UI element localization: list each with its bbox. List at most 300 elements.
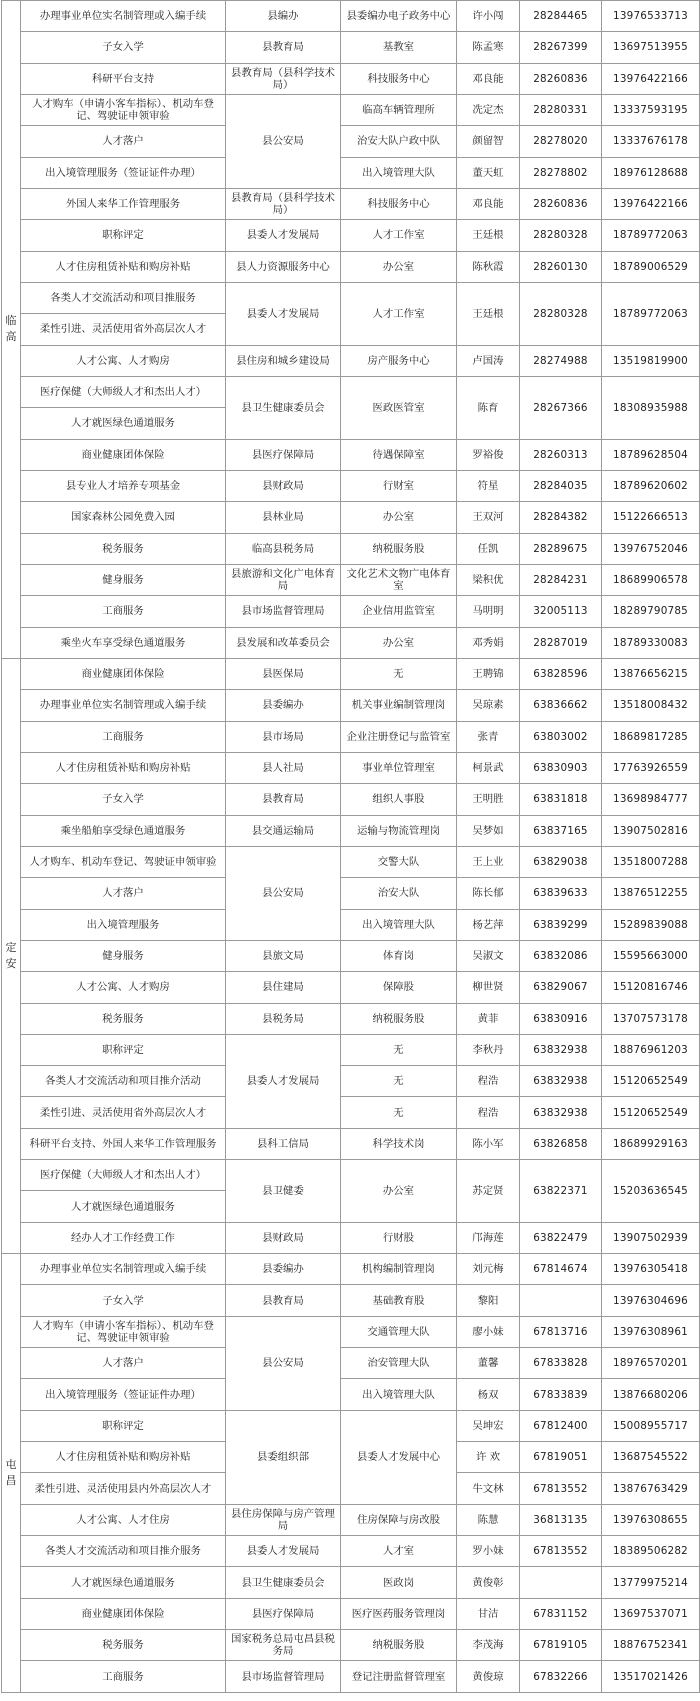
contact-person-cell: 陈长郁: [457, 878, 520, 909]
department-cell: 县委人才发展局: [226, 1536, 341, 1567]
phone-cell: 63829038: [520, 846, 602, 877]
office-cell: 运输与物流管理岗: [341, 815, 457, 846]
contact-person-cell: 许小闯: [457, 1, 520, 32]
department-cell: 县旅文局: [226, 940, 341, 971]
contact-person-cell: 罗裕俊: [457, 439, 520, 470]
service-cell: 健身服务: [21, 940, 226, 971]
phone-cell: 28260836: [520, 63, 602, 94]
table-row: [2, 1160, 700, 1191]
phone-cell: 63829067: [520, 972, 602, 1003]
office-cell: 出入境管理大队: [341, 1379, 457, 1410]
contact-person-cell: 程浩: [457, 1066, 520, 1097]
table-row: [2, 439, 700, 470]
table-row: [2, 815, 700, 846]
service-cell: 各类人才交流活动和项目推服务: [21, 282, 226, 313]
table-row: [2, 1630, 700, 1661]
office-cell: 办公室: [341, 251, 457, 282]
department-cell: 县委人才发展局: [226, 282, 341, 345]
table-row: [2, 1348, 700, 1379]
department-cell: 县医疗保障局: [226, 439, 341, 470]
table-row: [2, 1222, 700, 1253]
mobile-cell: 15120816746: [602, 972, 700, 1003]
office-cell: 交警大队: [341, 846, 457, 877]
phone-cell: 28267366: [520, 376, 602, 439]
table-row: [2, 1034, 700, 1065]
phone-cell: 28284382: [520, 502, 602, 533]
table-row: [2, 940, 700, 971]
region-cell: 定 安: [2, 658, 21, 1253]
contact-person-cell: 李茂海: [457, 1630, 520, 1661]
contact-person-cell: 梁积优: [457, 564, 520, 595]
phone-cell: 67813552: [520, 1473, 602, 1504]
phone-cell: 63830916: [520, 1003, 602, 1034]
mobile-cell: 13518008432: [602, 690, 700, 721]
phone-cell: 28278020: [520, 126, 602, 157]
department-cell: 县委人才发展局: [226, 220, 341, 251]
mobile-cell: 13876680206: [602, 1379, 700, 1410]
phone-cell: 63828596: [520, 658, 602, 689]
mobile-cell: 13976752046: [602, 533, 700, 564]
department-cell: 县医保局: [226, 658, 341, 689]
service-cell: 各类人才交流活动和项目推介活动: [21, 1066, 226, 1097]
service-cell: 人才购车（申请小客车指标）、机动车登记、驾驶证申领审验: [21, 94, 226, 125]
phone-cell: 63832938: [520, 1097, 602, 1128]
phone-cell: 67814674: [520, 1254, 602, 1285]
service-cell: 人才购车（申请小客车指标）、机动车登记、驾驶证申领审验: [21, 1316, 226, 1347]
contact-person-cell: 程浩: [457, 1097, 520, 1128]
table-row: [2, 1097, 700, 1128]
service-cell: 人才公寓、人才购房: [21, 972, 226, 1003]
table-row: [2, 878, 700, 909]
service-cell: 县专业人才培养专项基金: [21, 470, 226, 501]
contact-person-cell: 王廷根: [457, 220, 520, 251]
contact-person-cell: 柯景武: [457, 752, 520, 783]
department-cell: 县卫生健康委员会: [226, 1567, 341, 1598]
department-cell: 县住建局: [226, 972, 341, 1003]
service-cell: 子女入学: [21, 32, 226, 63]
table-row: [2, 1285, 700, 1316]
table-row: [2, 1567, 700, 1598]
contact-person-cell: 黄菲: [457, 1003, 520, 1034]
phone-cell: 28280331: [520, 94, 602, 125]
contact-person-cell: 柳世贤: [457, 972, 520, 1003]
table-row: [2, 1598, 700, 1629]
contact-person-cell: 任凯: [457, 533, 520, 564]
table-row: [2, 470, 700, 501]
office-cell: 医政医管室: [341, 376, 457, 439]
office-cell: 待遇保障室: [341, 439, 457, 470]
office-cell: 行财股: [341, 1222, 457, 1253]
phone-cell: 67813716: [520, 1316, 602, 1347]
table-row: [2, 846, 700, 877]
phone-cell: 67833828: [520, 1348, 602, 1379]
contact-person-cell: 陈小军: [457, 1128, 520, 1159]
office-cell: 人才室: [341, 1536, 457, 1567]
department-cell: 县教育局: [226, 784, 341, 815]
phone-cell: 63839633: [520, 878, 602, 909]
table-row: [2, 721, 700, 752]
region-cell: 屯 昌: [2, 1254, 21, 1693]
contact-person-cell: 吴梦如: [457, 815, 520, 846]
contact-person-cell: 吴坤宏: [457, 1410, 520, 1441]
service-cell: 职称评定: [21, 220, 226, 251]
contact-person-cell: 符星: [457, 470, 520, 501]
contact-person-cell: 陈育: [457, 376, 520, 439]
contact-person-cell: 王双河: [457, 502, 520, 533]
office-cell: 纳税服务股: [341, 533, 457, 564]
service-cell: 外国人来华工作管理服务: [21, 188, 226, 219]
table-row: [2, 627, 700, 658]
office-cell: 治安管理大队: [341, 1348, 457, 1379]
phone-cell: 28284465: [520, 1, 602, 32]
table-row: [2, 1410, 700, 1441]
mobile-cell: 15595663000: [602, 940, 700, 971]
department-cell: 县市场监督管理局: [226, 596, 341, 627]
mobile-cell: 13907502816: [602, 815, 700, 846]
service-cell: 税务服务: [21, 1003, 226, 1034]
contact-person-cell: 杨艺萍: [457, 909, 520, 940]
service-cell: 出入境管理服务（签证证件办理）: [21, 157, 226, 188]
table-row: [2, 220, 700, 251]
service-cell: 人才就医绿色通道服务: [21, 1567, 226, 1598]
phone-cell: 63803002: [520, 721, 602, 752]
mobile-cell: 13876763429: [602, 1473, 700, 1504]
table-row: [2, 345, 700, 376]
office-cell: 无: [341, 658, 457, 689]
mobile-cell: 18789772063: [602, 220, 700, 251]
service-cell: 柔性引进、灵活使用省外高层次人才: [21, 1097, 226, 1128]
office-cell: 基础教育股: [341, 1285, 457, 1316]
department-cell: 县市场监督管理局: [226, 1661, 341, 1692]
contact-person-cell: 陈慧: [457, 1504, 520, 1535]
mobile-cell: 18689817285: [602, 721, 700, 752]
phone-cell: 36813135: [520, 1504, 602, 1535]
contact-person-cell: 杨双: [457, 1379, 520, 1410]
mobile-cell: 18289790785: [602, 596, 700, 627]
contact-person-cell: 王上业: [457, 846, 520, 877]
mobile-cell: 18789772063: [602, 282, 700, 345]
service-cell: 医疗保健（大师级人才和杰出人才）: [21, 376, 226, 407]
service-cell: 人才公寓、人才购房: [21, 345, 226, 376]
phone-cell: 67819051: [520, 1442, 602, 1473]
mobile-cell: 13976422166: [602, 63, 700, 94]
service-cell: 税务服务: [21, 1630, 226, 1661]
department-cell: 县住房保障与房产管理局: [226, 1504, 341, 1535]
department-cell: 县财政局: [226, 470, 341, 501]
mobile-cell: 18789628504: [602, 439, 700, 470]
office-cell: 住房保障与房改股: [341, 1504, 457, 1535]
service-cell: 医疗保健（大师级人才和杰出人才）: [21, 1160, 226, 1191]
mobile-cell: 13976304696: [602, 1285, 700, 1316]
phone-cell: 32005113: [520, 596, 602, 627]
phone-cell: 63832938: [520, 1066, 602, 1097]
service-cell: 人才住房租赁补贴和购房补贴: [21, 752, 226, 783]
mobile-cell: 13976422166: [602, 188, 700, 219]
mobile-cell: 13519819900: [602, 345, 700, 376]
contact-person-cell: 邓良能: [457, 188, 520, 219]
office-cell: 组织人事股: [341, 784, 457, 815]
table-row: [2, 784, 700, 815]
mobile-cell: 15120652549: [602, 1097, 700, 1128]
mobile-cell: 18876752341: [602, 1630, 700, 1661]
office-cell: 县委编办电子政务中心: [341, 1, 457, 32]
phone-cell: 63822479: [520, 1222, 602, 1253]
mobile-cell: 13707573178: [602, 1003, 700, 1034]
contact-person-cell: 董馨: [457, 1348, 520, 1379]
phone-cell: 28267399: [520, 32, 602, 63]
department-cell: 县发展和改革委员会: [226, 627, 341, 658]
mobile-cell: 15008955717: [602, 1410, 700, 1441]
office-cell: 体育岗: [341, 940, 457, 971]
table-row: [2, 1003, 700, 1034]
mobile-cell: 13779975214: [602, 1567, 700, 1598]
table-row: [2, 32, 700, 63]
mobile-cell: 18976570201: [602, 1348, 700, 1379]
department-cell: 县卫生健康委员会: [226, 376, 341, 439]
office-cell: 机构编制管理岗: [341, 1254, 457, 1285]
table-row: [2, 1661, 700, 1692]
department-cell: 县科工信局: [226, 1128, 341, 1159]
table-row: [2, 564, 700, 595]
department-cell: 县医疗保障局: [226, 1598, 341, 1629]
contact-person-cell: 黎阳: [457, 1285, 520, 1316]
department-cell: 县人社局: [226, 752, 341, 783]
service-cell: 工商服务: [21, 596, 226, 627]
department-cell: 县交通运输局: [226, 815, 341, 846]
service-cell: 科研平台支持: [21, 63, 226, 94]
contact-person-cell: 王廷根: [457, 282, 520, 345]
department-cell: 县市场局: [226, 721, 341, 752]
office-cell: 办公室: [341, 627, 457, 658]
mobile-cell: 13976308655: [602, 1504, 700, 1535]
table-row: [2, 596, 700, 627]
contact-person-cell: 牛文林: [457, 1473, 520, 1504]
contact-person-cell: 廖小妹: [457, 1316, 520, 1347]
contact-person-cell: 邓秀娟: [457, 627, 520, 658]
office-cell: 机关事业编制管理岗: [341, 690, 457, 721]
office-cell: 交通管理大队: [341, 1316, 457, 1347]
mobile-cell: 18789330083: [602, 627, 700, 658]
phone-cell: 67833839: [520, 1379, 602, 1410]
phone-cell: 28260836: [520, 188, 602, 219]
phone-cell: 63839299: [520, 909, 602, 940]
office-cell: 人才工作室: [341, 220, 457, 251]
department-cell: 县委编办: [226, 1254, 341, 1285]
mobile-cell: 15289839088: [602, 909, 700, 940]
mobile-cell: 13517021426: [602, 1661, 700, 1692]
phone-cell: 28289675: [520, 533, 602, 564]
service-cell: 商业健康团体保险: [21, 439, 226, 470]
table-row: [2, 909, 700, 940]
service-cell: 出入境管理服务（签证证件办理）: [21, 1379, 226, 1410]
department-cell: 临高县税务局: [226, 533, 341, 564]
mobile-cell: 13876656215: [602, 658, 700, 689]
mobile-cell: 18976128688: [602, 157, 700, 188]
office-cell: 基教室: [341, 32, 457, 63]
office-cell: 县委人才发展中心: [341, 1410, 457, 1504]
phone-cell: 63830903: [520, 752, 602, 783]
phone-cell: 28274988: [520, 345, 602, 376]
office-cell: 医政岗: [341, 1567, 457, 1598]
service-cell: 人才落户: [21, 878, 226, 909]
phone-cell: 67812400: [520, 1410, 602, 1441]
service-cell: 商业健康团体保险: [21, 658, 226, 689]
department-cell: 国家税务总局屯昌县税务局: [226, 1630, 341, 1661]
contact-person-cell: 冼定杰: [457, 94, 520, 125]
office-cell: 治安大队: [341, 878, 457, 909]
office-cell: 纳税服务股: [341, 1003, 457, 1034]
service-cell: 乘坐船舶享受绿色通道服务: [21, 815, 226, 846]
office-cell: 科技服务中心: [341, 188, 457, 219]
department-cell: 县林业局: [226, 502, 341, 533]
table-row: [2, 157, 700, 188]
office-cell: 治安大队户政中队: [341, 126, 457, 157]
office-cell: 事业单位管理室: [341, 752, 457, 783]
contact-person-cell: 陈孟寒: [457, 32, 520, 63]
contact-person-cell: 陈秋霞: [457, 251, 520, 282]
department-cell: 县委编办: [226, 690, 341, 721]
table-row: [2, 1316, 700, 1347]
table-row: [2, 251, 700, 282]
department-cell: 县税务局: [226, 1003, 341, 1034]
service-cell: 子女入学: [21, 1285, 226, 1316]
service-cell: 柔性引进、灵活使用省外高层次人才: [21, 314, 226, 345]
table-row: [2, 752, 700, 783]
service-cell: 人才落户: [21, 1348, 226, 1379]
phone-cell: [520, 1567, 602, 1598]
table-row: [2, 376, 700, 407]
contact-table: [1, 0, 700, 1693]
service-cell: 人才住房租赁补贴和购房补贴: [21, 251, 226, 282]
service-cell: 人才落户: [21, 126, 226, 157]
department-cell: 县卫健委: [226, 1160, 341, 1223]
phone-cell: 63837165: [520, 815, 602, 846]
phone-cell: 63826858: [520, 1128, 602, 1159]
office-cell: 纳税服务股: [341, 1630, 457, 1661]
phone-cell: 28278802: [520, 157, 602, 188]
office-cell: 医疗医药服务管理岗: [341, 1598, 457, 1629]
phone-cell: 63822371: [520, 1160, 602, 1223]
table-row: [2, 94, 700, 125]
department-cell: 县公安局: [226, 1316, 341, 1410]
contact-person-cell: 马明明: [457, 596, 520, 627]
service-cell: 健身服务: [21, 564, 226, 595]
mobile-cell: 17763926559: [602, 752, 700, 783]
service-cell: 办理事业单位实名制管理或入编手续: [21, 690, 226, 721]
service-cell: 职称评定: [21, 1034, 226, 1065]
service-cell: 人才就医绿色通道服务: [21, 1191, 226, 1222]
service-cell: 科研平台支持、外国人来华工作管理服务: [21, 1128, 226, 1159]
office-cell: 企业信用监管室: [341, 596, 457, 627]
office-cell: 办公室: [341, 502, 457, 533]
service-cell: 人才就医绿色通道服务: [21, 408, 226, 439]
department-cell: 县编办: [226, 1, 341, 32]
phone-cell: 28284231: [520, 564, 602, 595]
office-cell: 企业注册登记与监管室: [341, 721, 457, 752]
contact-person-cell: 李秋丹: [457, 1034, 520, 1065]
mobile-cell: 18876961203: [602, 1034, 700, 1065]
table-row: [2, 533, 700, 564]
office-cell: 临高车辆管理所: [341, 94, 457, 125]
mobile-cell: 13337676178: [602, 126, 700, 157]
phone-cell: [520, 1285, 602, 1316]
phone-cell: 28284035: [520, 470, 602, 501]
service-cell: 人才住房租赁补贴和购房补贴: [21, 1442, 226, 1473]
contact-person-cell: 吴琼素: [457, 690, 520, 721]
phone-cell: 63832086: [520, 940, 602, 971]
table-row: [2, 1254, 700, 1285]
contact-person-cell: 罗小妹: [457, 1536, 520, 1567]
department-cell: 县教育局（县科学技术局）: [226, 188, 341, 219]
service-cell: 办理事业单位实名制管理或入编手续: [21, 1254, 226, 1285]
table-row: [2, 126, 700, 157]
service-cell: 经办人才工作经费工作: [21, 1222, 226, 1253]
department-cell: 县委组织部: [226, 1410, 341, 1504]
service-cell: 工商服务: [21, 1661, 226, 1692]
department-cell: 县公安局: [226, 94, 341, 188]
office-cell: 无: [341, 1066, 457, 1097]
department-cell: 县教育局: [226, 32, 341, 63]
table-row: [2, 188, 700, 219]
mobile-cell: 13698984777: [602, 784, 700, 815]
service-cell: 乘坐火车享受绿色通道服务: [21, 627, 226, 658]
office-cell: 出入境管理大队: [341, 909, 457, 940]
contact-person-cell: 王明胜: [457, 784, 520, 815]
contact-person-cell: 许 欢: [457, 1442, 520, 1473]
contact-person-cell: 董天虹: [457, 157, 520, 188]
mobile-cell: 18689906578: [602, 564, 700, 595]
department-cell: 县财政局: [226, 1222, 341, 1253]
contact-person-cell: 吴淑文: [457, 940, 520, 971]
office-cell: 行财室: [341, 470, 457, 501]
phone-cell: 63836662: [520, 690, 602, 721]
service-cell: 出入境管理服务: [21, 909, 226, 940]
table-row: [2, 690, 700, 721]
contact-person-cell: 张青: [457, 721, 520, 752]
mobile-cell: 18689929163: [602, 1128, 700, 1159]
contact-person-cell: 黄俊琼: [457, 1661, 520, 1692]
mobile-cell: 13976305418: [602, 1254, 700, 1285]
table-row: [2, 658, 700, 689]
department-cell: 县教育局（县科学技术局）: [226, 63, 341, 94]
mobile-cell: 18789006529: [602, 251, 700, 282]
office-cell: 人才工作室: [341, 282, 457, 345]
mobile-cell: 13876512255: [602, 878, 700, 909]
department-cell: 县人力资源服务中心: [226, 251, 341, 282]
table-row: [2, 282, 700, 313]
region-cell: 临 高: [2, 1, 21, 659]
service-cell: 办理事业单位实名制管理或入编手续: [21, 1, 226, 32]
table-row: [2, 1066, 700, 1097]
table-row: [2, 1504, 700, 1535]
phone-cell: 28260130: [520, 251, 602, 282]
department-cell: 县教育局: [226, 1285, 341, 1316]
mobile-cell: 18789620602: [602, 470, 700, 501]
contact-person-cell: 甘洁: [457, 1598, 520, 1629]
mobile-cell: 15203636545: [602, 1160, 700, 1223]
phone-cell: 63832938: [520, 1034, 602, 1065]
contact-person-cell: 黄俊彰: [457, 1567, 520, 1598]
department-cell: 县公安局: [226, 846, 341, 940]
contact-person-cell: 王聘锦: [457, 658, 520, 689]
phone-cell: 67813552: [520, 1536, 602, 1567]
office-cell: 科学技术岗: [341, 1128, 457, 1159]
contact-person-cell: 颜留智: [457, 126, 520, 157]
phone-cell: 28287019: [520, 627, 602, 658]
office-cell: 登记注册监督管理室: [341, 1661, 457, 1692]
mobile-cell: 18389506282: [602, 1536, 700, 1567]
table-row: [2, 63, 700, 94]
